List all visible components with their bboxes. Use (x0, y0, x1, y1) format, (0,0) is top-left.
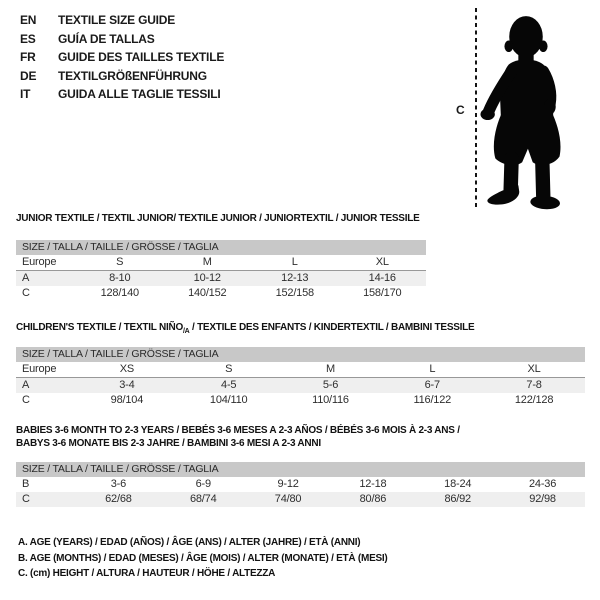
language-code: EN (20, 13, 37, 27)
cell-value: 68/74 (189, 493, 217, 505)
language-code: FR (20, 50, 36, 64)
row-label: C (22, 493, 30, 505)
cell-value: 8-10 (109, 272, 131, 284)
size-table (16, 462, 585, 507)
language-row (20, 11, 224, 30)
cell-value: 24-36 (528, 478, 557, 490)
section-title-line (16, 437, 585, 450)
cell-value: XL (527, 363, 541, 375)
section-title-text: JUNIOR TEXTILE / TEXTIL JUNIOR/ TEXTILE JUNIOR / JUNIORTEXTIL / JUNIOR TESSILE (16, 213, 420, 224)
section-title-line (16, 321, 585, 334)
table-row (16, 393, 585, 408)
cell-value: 104/110 (209, 394, 248, 406)
cell-value: 4-5 (221, 379, 237, 391)
section-childrens-textile (16, 321, 585, 408)
section-title-line (16, 212, 426, 225)
cell-value: 6-9 (195, 478, 211, 490)
cell-value: 158/170 (363, 287, 402, 299)
language-guide-title: GUIDA ALLE TAGLIE TESSILI (58, 87, 221, 101)
cell-value: 110/116 (312, 394, 349, 406)
language-row (20, 67, 224, 86)
row-label: Europe (22, 256, 57, 268)
cell-value: M (202, 256, 212, 268)
section-title (16, 212, 426, 225)
cell-value: 80/86 (359, 493, 387, 505)
cell-value: 12-13 (281, 272, 309, 284)
language-guide-title: GUIDE DES TAILLES TEXTILE (58, 50, 225, 64)
section-title-text: /A (182, 328, 190, 335)
cell-value: 9-12 (277, 478, 299, 490)
row-label: A (22, 272, 30, 284)
section-title (16, 424, 585, 450)
cell-value: 3-4 (119, 379, 135, 391)
language-row (20, 30, 224, 49)
section-babies-textile (16, 424, 585, 507)
cell-value: 5-6 (322, 379, 339, 391)
table-row (16, 286, 426, 301)
row-label: A (22, 379, 30, 391)
language-row (20, 85, 224, 104)
cell-value: 18-24 (444, 478, 472, 490)
row-label: B (22, 478, 30, 490)
cell-value: 92/98 (529, 493, 556, 505)
table-row (16, 255, 426, 271)
cell-value: L (429, 363, 436, 375)
section-title-text: / TEXTILE DES ENFANTS / KINDERTEXTIL / BAMBINI TESSILE (189, 322, 475, 333)
language-guide-title: TEXTILGRÖßENFÜHRUNG (58, 68, 207, 83)
language-code: ES (20, 31, 36, 46)
row-label: C (22, 394, 30, 406)
legend-notes (18, 535, 388, 582)
cell-value: XL (375, 256, 389, 268)
cell-value: 7-8 (526, 379, 542, 391)
table-row (16, 362, 585, 378)
section-junior-textile (16, 212, 426, 301)
size-band-header: SIZE / TALLA / TAILLE / GRÖSSE / TAGLIA (16, 240, 426, 255)
table-row (16, 492, 585, 507)
language-code: DE (20, 68, 37, 83)
language-guide-title: TEXTILE SIZE GUIDE (58, 13, 176, 27)
cell-value: S (225, 363, 233, 375)
table-row (16, 271, 426, 286)
section-title-text: CHILDREN'S TEXTILE / TEXTIL NIÑO (16, 322, 183, 333)
table-row (16, 477, 585, 492)
size-band-header: SIZE / TALLA / TAILLE / GRÖSSE / TAGLIA (16, 462, 585, 477)
section-title-text: BABYS 3-6 MONATE BIS 2-3 JAHRE / BAMBINI 3-6 MESI A 2-3 ANNI (16, 438, 321, 449)
cell-value: 3-6 (110, 478, 127, 490)
language-row (20, 48, 224, 67)
language-guide-title: GUÍA DE TALLAS (58, 31, 155, 46)
cell-value: 10-12 (193, 272, 221, 284)
size-table (16, 240, 426, 301)
cell-value: 74/80 (274, 493, 302, 505)
height-measure-label: C (456, 103, 465, 117)
row-label: C (22, 287, 30, 299)
cell-value: 86/92 (444, 493, 471, 505)
cell-value: M (326, 363, 335, 375)
cell-value: 62/68 (105, 493, 132, 505)
cell-value: 116/122 (413, 394, 452, 406)
language-title-list (20, 11, 224, 104)
cell-value: XS (119, 363, 135, 375)
table-row (16, 378, 585, 393)
cell-value: 14-16 (368, 272, 396, 284)
cell-value: S (116, 256, 124, 268)
size-band-header: SIZE / TALLA / TAILLE / GRÖSSE / TAGLIA (16, 347, 585, 362)
cell-value: 122/128 (514, 394, 554, 406)
section-title (16, 321, 585, 334)
cell-value: 6-7 (424, 379, 440, 391)
height-measure-dashed-line (475, 8, 477, 207)
section-title-line (16, 424, 585, 437)
language-code: IT (20, 87, 31, 101)
row-label: Europe (22, 363, 57, 375)
cell-value: 152/158 (275, 287, 314, 299)
cell-value: 98/104 (110, 394, 144, 406)
cell-value: L (291, 256, 298, 268)
section-title-text: BABIES 3-6 MONTH TO 2-3 YEARS / BEBÉS 3-6 MESES A 2-3 AÑOS / BÉBÉS 3-6 MOIS À 2-3 ANS / (16, 425, 460, 436)
legend-note: B. AGE (MONTHS) / EDAD (MESES) / ÂGE (MOIS) / ALTER (MONATE) / ETÀ (MESI) (18, 552, 388, 564)
legend-note: A. AGE (YEARS) / EDAD (AÑOS) / ÂGE (ANS) / ALTER (JAHRE) / ETÀ (ANNI) (18, 537, 361, 548)
cell-value: 128/140 (100, 287, 139, 299)
size-table (16, 347, 585, 408)
baby-silhouette-icon (480, 5, 595, 215)
cell-value: 12-18 (359, 478, 387, 490)
legend-note: C. (cm) HEIGHT / ALTURA / HAUTEUR / HÖHE / ALTEZZA (18, 568, 276, 579)
cell-value: 140/152 (188, 287, 227, 299)
baby-figure (450, 0, 600, 218)
